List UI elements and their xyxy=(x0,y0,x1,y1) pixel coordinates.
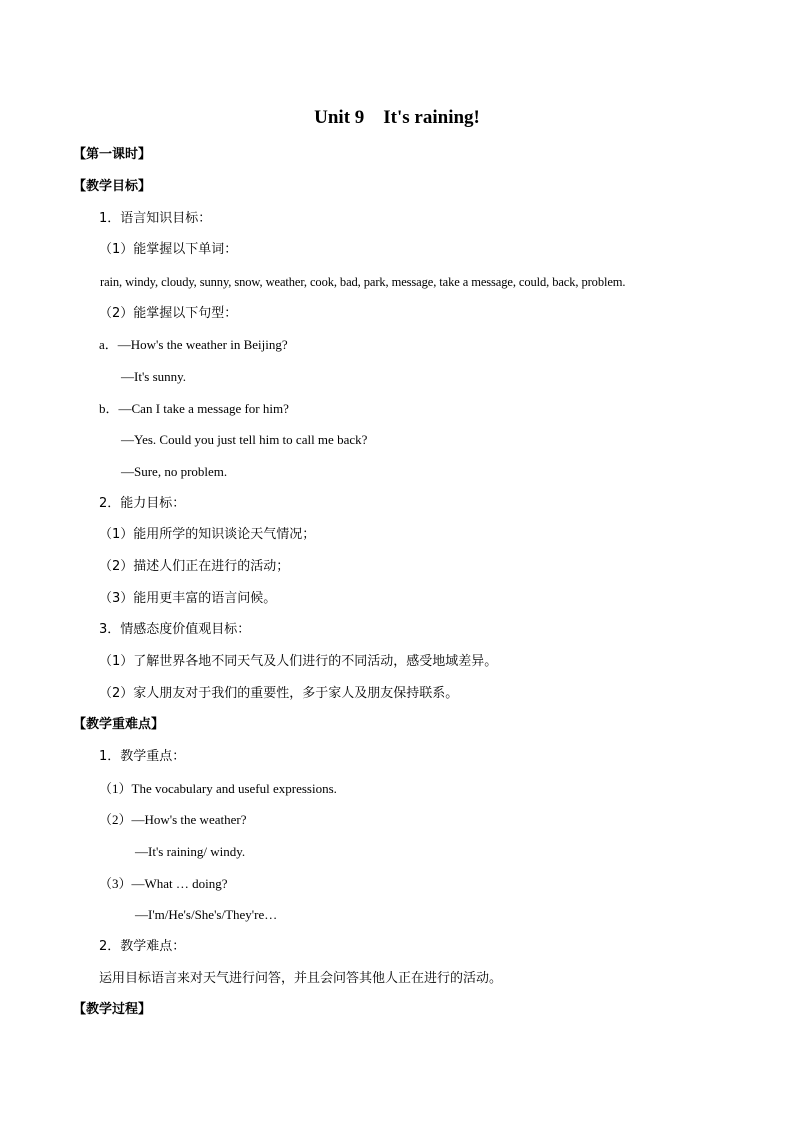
goal-3-sub-1: （1）了解世界各地不同天气及人们进行的不同活动，感受地域差异。 xyxy=(99,654,498,669)
goal-1-sub-1: （1）能掌握以下单词： xyxy=(99,242,238,257)
goal-2-sub-3: （3）能用更丰富的语言问候。 xyxy=(99,591,277,606)
process-heading: 【教学过程】 xyxy=(73,1002,152,1017)
pattern-a-question: a．—How's the weather in Beijing? xyxy=(99,337,288,352)
document-title: Unit 9 It's raining! xyxy=(314,107,480,128)
pattern-a-answer: —It's sunny. xyxy=(121,369,187,384)
goal-3-sub-2: （2）家人朋友对于我们的重要性，多于家人及朋友保持联系。 xyxy=(99,686,459,701)
goal-1-sub-2: （2）能掌握以下句型： xyxy=(99,306,238,321)
key-point-1-sub-1: （1）The vocabulary and useful expressions. xyxy=(99,781,337,796)
key-point-2: 2．教学难点： xyxy=(99,939,186,954)
pattern-b-question: b．—Can I take a message for him? xyxy=(99,401,289,416)
key-point-2-text: 运用目标语言来对天气进行问答，并且会问答其他人正在进行的活动。 xyxy=(99,971,503,986)
key-point-1-sub-2: （2）—How's the weather? xyxy=(99,812,247,827)
pattern-b-answer: —Sure, no problem. xyxy=(121,464,228,479)
key-point-1-sub-3: （3）—What … doing? xyxy=(99,876,228,891)
key-point-1: 1．教学重点： xyxy=(99,749,186,764)
goal-2-sub-2: （2）描述人们正在进行的活动； xyxy=(99,559,290,574)
key-point-1-sub-3-answer: —I'm/He's/She's/They're… xyxy=(135,907,278,922)
pattern-b-reply: —Yes. Could you just tell him to call me back? xyxy=(121,432,368,447)
keypoints-heading: 【教学重难点】 xyxy=(73,717,165,732)
key-point-1-sub-2-answer: —It's raining/ windy. xyxy=(135,844,246,859)
lesson-label: 【第一课时】 xyxy=(73,147,152,162)
vocabulary-list: rain, windy, cloudy, sunny, snow, weather, cook, bad, park, message, take a message, could, back, problem. xyxy=(100,275,626,289)
goals-heading: 【教学目标】 xyxy=(73,179,152,194)
goal-3: 3．情感态度价值观目标： xyxy=(99,622,251,637)
goal-2: 2．能力目标： xyxy=(99,496,186,511)
goal-2-sub-1: （1）能用所学的知识谈论天气情况； xyxy=(99,527,316,542)
goal-1: 1．语言知识目标： xyxy=(99,211,212,226)
